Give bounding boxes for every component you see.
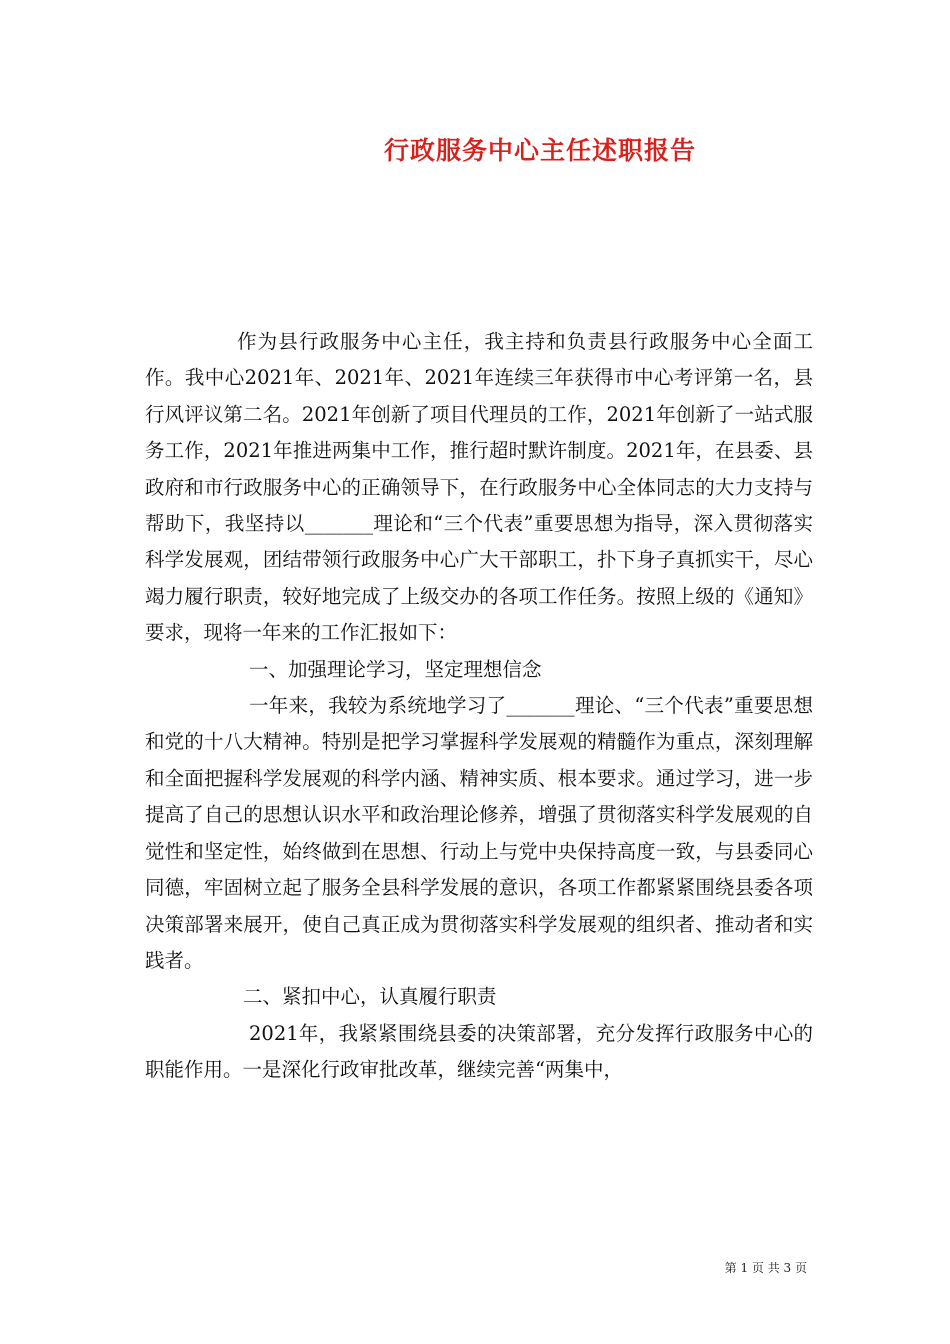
section-1-paragraph: 一年来，我较为系统地学习了_______理论、“三个代表”重要思想和党的十八大精神。特别是把学习掌握科学发展观的精髓作为重点，深刻理解和全面把握科学发展观的科学内涵、精神实质、根本要求。通过学习，进一步提高了自己的思想认识水平和政治理论修养，增强了贯彻落实科学发展观的自觉性和坚定性，始终做到在思想、行动上与党中央保持高度一致，与县委同心同德，牢固树立起了服务全县科学发展的意识，各项工作都紧紧围绕县委各项决策部署来展开，使自己真正成为贯彻落实科学发展观的组织者、推动者和实践者。 — [145, 694, 813, 972]
page-number-footer: 第 1 页 共 3 页 — [724, 1261, 807, 1275]
section-heading-1: 一、加强理论学习，坚定理想信念 — [249, 657, 542, 681]
section-heading-2: 二、紧扣中心，认真履行职责 — [243, 985, 497, 1009]
document-body — [145, 324, 813, 1089]
section-2-paragraph: 2021年，我紧紧围绕县委的决策部署，充分发挥行政服务中心的职能作用。一是深化行政审批改革，继续完善“两集中， — [145, 1021, 813, 1082]
intro-paragraph: 作为县行政服务中心主任，我主持和负责县行政服务中心全面工作。我中心2021年、2021年、2021年连续三年获得市中心考评第一名，县行风评议第二名。2021年创新了项目代理员的工作，2021年创新了一站式服务工作，2021年推进两集中工作，推行超时默许制度。2021年，在县委、县政府和市行政服务中心的正确领导下，在行政服务中心全体同志的大力支持与帮助下，我坚持以_______理论和“三个代表”重要思想为指导，深入贯彻落实科学发展观，团结带领行政服务中心广大干部职工，扑下身子真抓实干，尽心竭力履行职责，较好地完成了上级交办的各项工作任务。按照上级的《通知》要求，现将一年来的工作汇报如下： — [145, 330, 813, 645]
document-title: 行政服务中心主任述职报告 — [383, 136, 696, 165]
